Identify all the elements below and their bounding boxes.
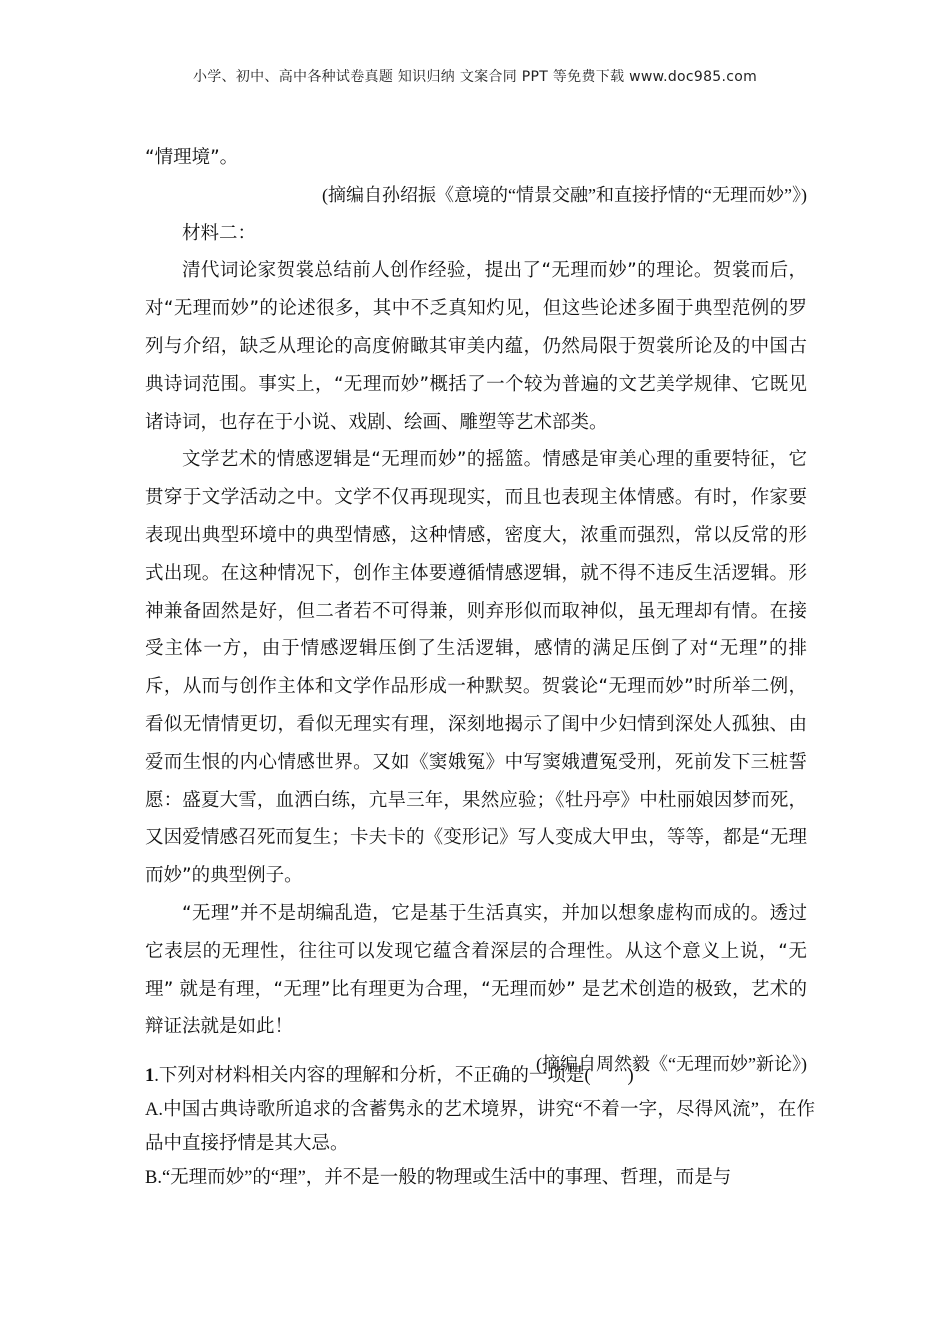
question-block [145,1059,815,1195]
section-heading: 材料二： [182,222,257,244]
question-number: 1 [145,1066,155,1086]
source-citation: (摘编自孙绍振《意境的“情景交融”和直接抒情的“无理而妙”》) [322,184,807,205]
text-line: “情理境”。 [145,147,239,168]
source-citation: (摘编自周然毅《“无理而妙”新论》) [536,1054,807,1075]
paragraph: 清代词论家贺裳总结前人创作经验，提出了“无理而妙”的理论。贺裳而后，对“无理而妙”的论述很多，其中不乏真知灼见，但这些论述多囿于典型范例的罗列与介绍，缺乏从理论的高度俯瞰其审美内蕴，仍然局限于贺裳所论及的中国古典诗词范围。事实上，“无理而妙”概括了一个较为普遍的文艺美学规律、它既见诸诗词，也存在于小说、戏剧、绘画、雕塑等艺术部类。 [145,260,807,433]
option-a: A.中国古典诗歌所追求的含蓄隽永的艺术境界，讲究“不着一字，尽得风流”，在作品中直接抒情是其大忌。 [145,1100,815,1154]
paragraph: “无理”并不是胡编乱造，它是基于生活真实，并加以想象虚构而成的。透过它表层的无理性，往往可以发现它蕴含着深层的合理性。从这个意义上说，“无理” 就是有理，“无理”比有理更为合理，“无理而妙” 是艺术创造的极致，艺术的辩证法就是如此！ [145,902,807,1038]
question-stem: 1.下列对材料相关内容的理解和分析，不正确的一项是( ) [145,1066,634,1086]
article-body [145,139,807,1084]
page-header: 小学、初中、高中各种试卷真题 知识归纳 文案合同 PPT 等免费下载 www.doc985.com [192,69,758,85]
option-b: B.“无理而妙”的“理”，并不是一般的物理或生活中的事理、哲理，而是与 [145,1168,732,1188]
paragraph: 文学艺术的情感逻辑是“无理而妙”的摇篮。情感是审美心理的重要特征，它贯穿于文学活动之中。文学不仅再现现实，而且也表现主体情感。有时，作家要表现出典型环境中的典型情感，这种情感，密度大，浓重而强烈，常以反常的形式出现。在这种情况下，创作主体要遵循情感逻辑，就不得不违反生活逻辑。形神兼备固然是好，但二者若不可得兼，则弃形似而取神似，虽无理却有情。在接受主体一方，由于情感逻辑压倒了生活逻辑，感情的满足压倒了对“无理”的排斥，从而与创作主体和文学作品形成一种默契。贺裳论“无理而妙”时所举二例，看似无情情更切，看似无理实有理，深刻地揭示了闺中少妇情到深处人孤独、由爱而生恨的内心情感世界。又如《窦娥冤》中写窦娥遭冤受刑，死前发下三桩誓愿：盛夏大雪，血洒白练，亢旱三年，果然应验；《牡丹亭》中杜丽娘因梦而死，又因爱情感召死而复生；卡夫卡的《变形记》写人变成大甲虫，等等，都是“无理而妙”的典型例子。 [145,449,807,887]
